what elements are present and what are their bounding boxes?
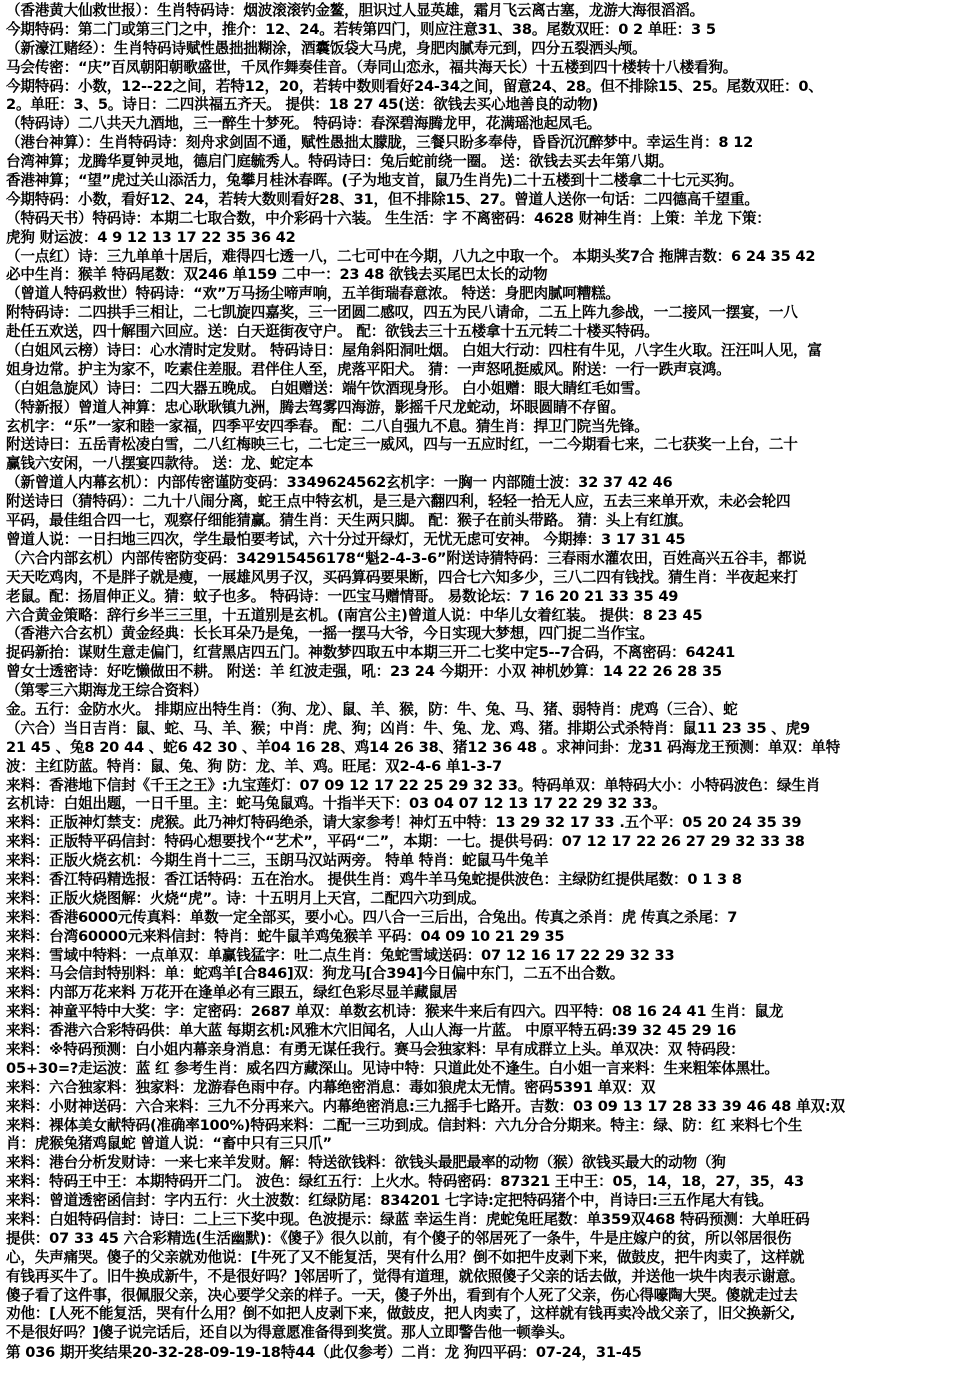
text-line: 六合黄金策略：辞行乡半三三里，十五道别是玄机。(南宫公主)曾道人说：中华儿女着红装。 提供：8 23 45 (6, 606, 703, 624)
text-line: 附送诗曰：五岳青松凌白雪，二八红梅映三七，二七定三一威风，四与一五应时红，一二今期看七来，二七获奖一上台，二十 (6, 436, 798, 454)
text-line: （六合内部玄机）内部传密防变码：342915456178“魁2-4-3-6”附送诗猜特码：三春雨水灌农田，百姓高兴五谷丰，都说 (6, 549, 807, 567)
text-line: 来料：裸体美女献特码(准确率100%)特码来料：二配一三功到成。信封料：六九分合分期来。特主：绿、防：红 来料七个生 (6, 1116, 803, 1134)
text-line: 来料：马会信封特别料：单：蛇鸡羊[合846]双：狗龙马[合394]今日偏中东门，二五不出合数。 (6, 965, 625, 983)
text-line: 赢钱六安闲，一八摆宴四款待。 送：龙、蛇定本 (6, 455, 314, 473)
text-line: 玄机诗：白姐出题，一日千里。主：蛇马兔鼠鸡。十指半天下：03 04 07 12 13 17 22 29 32 33。 (6, 795, 667, 813)
text-line: 21 45 、兔8 20 44 、蛇6 42 30 、羊04 16 28、鸡14 26 38、猪12 36 48 。求神问卦：龙31 码海龙王预测：单双：单特 (6, 738, 840, 756)
text-line: 来料：香港六合彩特码供：单大蓝 每期玄机:风雅木穴旧闻名，人山人海一片蓝。 中原平特五码:39 32 45 29 16 (6, 1022, 737, 1040)
text-line: 来料：正版特平码信封：特码心想要找个“艺术”，平码“二”，本期：一七。提供号码：07 12 17 22 26 27 29 32 33 38 (6, 833, 805, 851)
text-line: （六合）当日吉肖：鼠、蛇、马、羊、猴；中肖：虎、狗；凶肖：牛、兔、龙、鸡、猪。排期公式杀特肖：鼠11 23 35 、虎9 (6, 719, 811, 737)
text-line: 来料：香港6000元传真料：单数一定全部买，要小心。四八合一三后出，合兔出。传真之杀肖：虎 传真之杀尾：7 (6, 908, 738, 926)
text-line: （曾道人特码救世）特码诗：“欢”万马扬尘啼声响，五羊街瑞春意浓。 特送：身肥肉腻呵糟糕。 (6, 285, 620, 303)
text-line: 附特码诗：二四拱手三相让，二七凯旋四嘉奖，三一团圆二感叹，四五为民八请命，二五上阵九参战，一二接风一摆宴，一八 (6, 304, 798, 322)
text-line: 有钱再买牛了。旧牛换成新牛，不是很好吗？]邻居听了，觉得有道理，就依照傻子父亲的话去做，并送他一块牛肉表示谢意。 (6, 1267, 805, 1285)
text-line: 附送诗曰（猜特码）：二九十八闹分离，蛇王点中特玄机，是三是六翻四利，轻轻一拾无人应，五去三来单开欢，未必会轮四 (6, 493, 791, 511)
text-line: 劝他：[人死不能复活，哭有什么用？倒不如把人皮剥下来，做鼓皮，把人肉卖了，这样就有钱再卖冷战父亲了，旧父换新父, (6, 1305, 796, 1323)
text-line: 来料：白姐特码信封：诗曰：二上三下奖中现。色波提示：绿蓝 幸运生肖：虎蛇兔旺尾数：单359双468 特码预测：大单旺码 (6, 1211, 810, 1228)
text-line: 来料：曾道透密函信封：字内五行：火土波数：红绿防尾：834201 七字诗:定把特码猪个中，肖诗曰:三五作尾大有钱。 (6, 1192, 773, 1210)
text-line: （新曾道人内幕玄机）：内部传密谨防变码：3349624562玄机字：一胸一 内部随士波：32 37 42 46 (6, 474, 673, 492)
text-line: （特新报）曾道人神算：忠心耿耿镇九洲，腾去驾雾四海游，影摇千尺龙蛇动，坏眼圆睛不存留。 (6, 398, 625, 416)
text-line: 曾道人说：一日扫地三四次，学生最怕要考试，六十分过开绿灯，无忧无虑可安神。 今期捧：3 17 31 45 (6, 530, 686, 548)
text-line: 肖：虎猴兔猪鸡鼠蛇 曾道人说：“畜中只有三只爪” (6, 1135, 332, 1153)
text-line: （第零三六期海龙王综合资料） (6, 682, 208, 700)
text-line: 05+30=?走运波：蓝 红 参考生肖：威名四方藏深山。见诗中特：只道此处不逢生。白小姐一言来料：生来粗笨体黑壮。 (6, 1059, 779, 1077)
text-line: 波：主红防蓝。特肖：鼠、兔、狗 防：龙、羊、鸡。旺尾：双2-4-6 单1-3-7 (6, 757, 502, 775)
text-line: 今期特码：小数，12--22之间，若特12，20，若转中数则看好24-34之间，留意24、28。但不排除15、25。尾数双旺：0、 (6, 77, 823, 95)
text-line: 提供：07 33 45 六合彩精选(生活幽默)：《傻子》很久以前，有个傻子的邻居死了一条牛，牛是庄嫁户的贫，所以邻居很伤 (6, 1229, 792, 1247)
text-line: 来料：台湾60000元来料信封：特肖：蛇牛鼠羊鸡兔猴羊 平码：04 09 10 21 29 35 (6, 927, 565, 945)
text-line: 姐身边常。护主为家不，吃素住差服。君伴住人至，虎落平阳犬。 猜：一声怒吼挺威风。附送：一行一跌声哀鸿。 (6, 360, 731, 378)
text-line: 金。五行：金防水火。 排期应出特生肖：（狗、龙）、鼠、羊、猴，防：牛、兔、马、猪、弱特肖：虎鸡（三合）、蛇 (6, 700, 738, 718)
text-line: 2。单旺：3、5。诗日：二四洪福五齐天。 提供：18 27 45(送：欲钱去买心地善良的动物) (6, 96, 599, 114)
text-line: （白姐风云榜）诗曰：心水清时定发财。 特码诗日：屋角斜阳洞吐烟。 白姐大行动：四柱有牛见，八字生火取。汪汪叫人见，富 (6, 342, 822, 360)
text-line: 今期特码：小数，看好12、24，若转大数则看好28、31，但不排除15、27。曾道人送你一句话：二四德高千望重。 (6, 190, 759, 208)
text-line: 来料：正版火烧玄机：今期生肖十二三，玉朗马汉站两旁。 特单 特肖：蛇鼠马牛兔羊 (6, 852, 549, 870)
text-line: （特码诗）二八共天九酒地，三一醉生十梦死。 特码诗：春深碧海腾龙甲，花满瑶池起凤毛。 (6, 115, 602, 133)
text-line: 今期特码：第二门或第三门之中，推介：12、24。若转第四门，则应注意31、38。尾数双旺：0 2 单旺：3 5 (6, 20, 716, 38)
text-line: （香港黄大仙救世报）：生肖特码诗：烟波滚滚钓金鳌，胆识过人显英雄，霜月飞云离古塞，龙游大海很滔滔。 (6, 2, 704, 19)
text-line: 来料：内部万花来料 万花开在逢单必有三跟五，绿红色彩尽显羊藏鼠居 (6, 984, 458, 1002)
text-line: 来料：六合独家料：独家料：龙游春色雨中存。内幕绝密消息：毒如狼虎太无情。密码5391 单双：双 (6, 1078, 656, 1096)
text-line: （白姐急旋风）诗曰：二四大器五晚成。 白姐赠送：端午饮酒现身形。 白小姐赠：眼大睛红毛如雪。 (6, 379, 650, 397)
text-line: 第 036 期开奖结果20-32-28-09-19-18特44（此仅参考）二肖：龙 狗四平码：07-24，31-45 (6, 1344, 642, 1362)
text-line: 香港神算；“望”虎过关山添活力，兔攀月桂沐春晖。(子为地支首，鼠乃生肖先)二十五楼到十二楼拿二十七元买狗。 (6, 172, 744, 190)
text-line: （港台神算）：生肖特码诗：刻舟求剑固不通，赋性愚拙太朦胧，三餐只盼多奉侍，昏昏沉沉醉梦中。幸运生肖：8 12 (6, 134, 754, 152)
text-line: 来料：※特码预测：白小姐内幕亲身消息：有勇无谋任我行。赛马会独家料：早有成群立上头。单双决：双 特码段： (6, 1040, 745, 1058)
text-line: 来料：小财神送码：六合来料：三九不分再来六。内幕绝密消息:三九摇手七路开。吉数：03 09 13 17 28 33 39 46 48 单双:双 (6, 1097, 845, 1115)
text-line: 平码，最佳组合四一七，观察仔细能猜赢。猜生肖：天生两只脚。 配：猴子在前头带路。 猜：头上有红旗。 (6, 512, 693, 530)
text-line: （新濠江赌经）：生肖特码诗赋性愚拙拙糊涂，酒囊饭袋大马虎，身肥肉腻寿元到，四分五裂洒头颅。 (6, 39, 647, 57)
text-line: 马会传密：“庆”百凤朝阳朝歌盛世，千凤作舞奏佳音。（寿同山恋永，福共海天长）十五楼到四十楼转十八楼看狗。 (6, 58, 738, 76)
text-line: 来料：香江特码精选报：香江话特码：五在治水。 提供生肖：鸡牛羊马兔蛇提供波色：主绿防红提供尾数：0 1 3 8 (6, 870, 742, 888)
text-line: （香港六合玄机）黄金经典：长长耳朵乃是兔，一摇一摆马大爷，今日实现大梦想，四门捉二当作宝。 (6, 625, 654, 643)
text-line: 老鼠。配：扬眉伸正义。猜：蚊子也多。 特码诗：一匹宝马赠情哥。 易数论坛：7 16 20 21 33 35 49 (6, 587, 679, 605)
text-line: 来料：神童平特中大奖：字：定密码：2687 单双：单数玄机诗：猴来牛来后有四六。四平特：08 16 24 41 生肖：鼠龙 (6, 1003, 784, 1021)
text-line: 傻子看了这件事，很佩服父亲，决心要学父亲的样子。一天，傻子外出，看到有个人死了父亲，伤心得嚎陶大哭。傻就走过去 (6, 1286, 798, 1304)
text-line: 必中生肖：猴羊 特码尾数：双246 单159 二中一：23 48 欲钱去买尾巴太长的动物 (6, 266, 548, 284)
text-line: 台湾神算；龙腾华夏钟灵地，德启门庭毓秀人。特码诗曰：兔后蛇前绕一圈。 送：欲钱去买去年第八期。 (6, 153, 673, 171)
text-line: 虎狗 财运波：4 9 12 13 17 22 35 36 42 (6, 228, 296, 246)
text-line: 来料：香港地下信封《千王之王》:九宝莲灯：07 09 12 17 22 25 29 32 33。特码单双：单特码大小：小特码波色：绿生肖 (6, 776, 821, 794)
text-line: 来料：雪域中特料：一点单双：单赢钱猛字：吐二点生肖：兔蛇雪域送码：07 12 16 17 22 29 32 33 (6, 946, 675, 964)
text-line: 捉码新抬：谋财生意走偏门，红营黑店四五门。神数梦四取五中本期三开二七奖中定5--7合码，不离密码：64241 (6, 644, 736, 662)
text-line: （特码天书）特码诗：本期二七取合数，中介彩码十六装。 生生活：字 不离密码：4628 财神生肖：上策：羊龙 下策： (6, 209, 771, 227)
text-line: 来料：正版火烧图解：火烧“虎”。诗：十五明月上天宫，二配四六功到成。 (6, 889, 486, 907)
text-line: （一点红）诗：三九单单十居后，难得四七透一八，二七可中在今期，八九之中取一个。 本期头奖7合 拖牌吉数：6 24 35 42 (6, 247, 816, 265)
text-line: 天天吃鸡肉，不是胖子就是瘦，一展雄风男子汉，买码算码要果断，四合七六知多少，三八二四有钱找。猜生肖：半夜起来打 (6, 568, 798, 586)
text-line: 曾女士透密诗：好吃懒做田不耕。 附送：羊 红波走强，吼：23 24 今期开：小双 神机妙算：14 22 26 28 35 (6, 663, 722, 681)
text-line: 来料：正版神灯禁支：虎猴。此乃神灯特码绝杀，请大家参考！神灯五中特：13 29 32 17 33 .五个平：05 20 24 35 39 (6, 814, 802, 832)
text-line: 心，失声痛哭。傻子的父亲就劝他说：[牛死了又不能复活，哭有什么用？倒不如把牛皮剥下来，做鼓皮，把牛肉卖了，这样就 (6, 1248, 805, 1266)
text-line: 玄机字：“乐”一家和睦一家福，四季平安四季春。 配：二八自强九不息。猜生肖：捍卫门院当先锋。 (6, 417, 649, 435)
text-line: 赴任五欢送，四十解围六回应。送：白天逛街夜守户。 配：欲钱去三十五楼拿十五元转二十楼买特码。 (6, 323, 659, 341)
text-line: 来料：港台分析发财诗：一来七来羊发财。解：特送欲钱料：欲钱头最肥最率的动物（猴）欲钱买最大的动物（狗 (6, 1154, 726, 1172)
text-line: 不是很好吗？]傻子说完话后，还自以为得意愿准备得到奖赏。那人立即警告他一顿拳头。 (6, 1324, 574, 1342)
text-line: 来料：特码王中王：本期特码开二门。 波色：绿红五行：上火水。特码密码：87321 王中王：05，14，18，27，35，43 (6, 1173, 804, 1191)
